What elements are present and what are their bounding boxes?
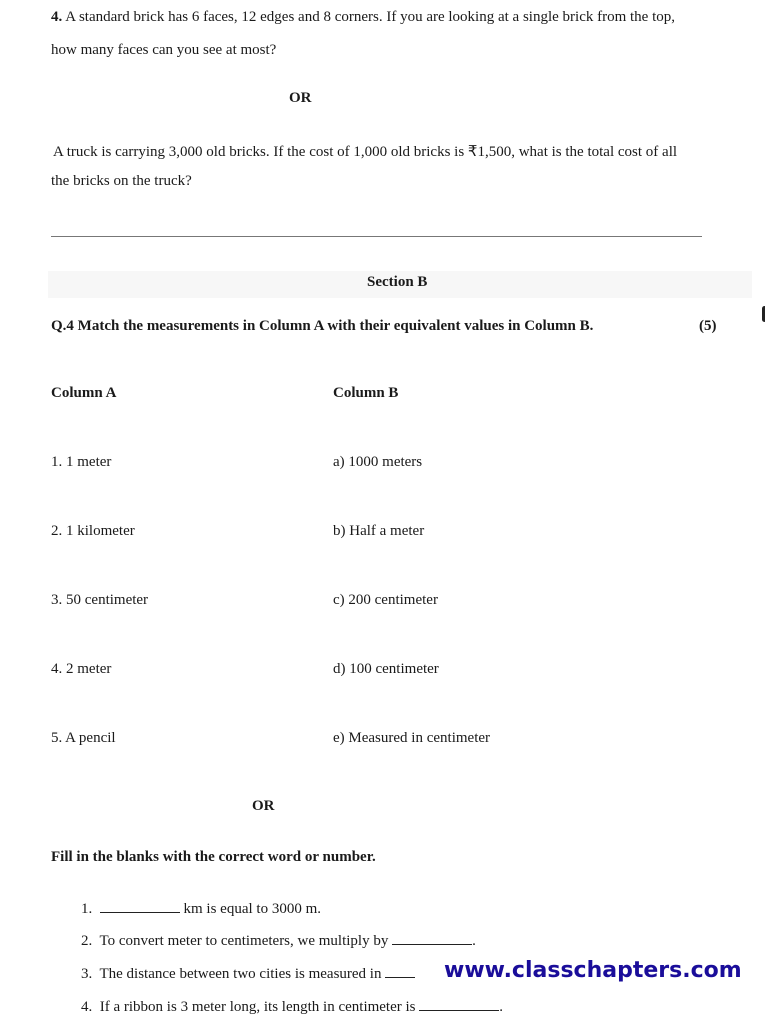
item-text-before: To convert meter to centimeters, we multiply by bbox=[99, 933, 393, 949]
question-number: 4. bbox=[51, 9, 63, 25]
item-number: 2. bbox=[81, 933, 93, 949]
blank-line bbox=[100, 900, 180, 913]
item-number: 4. bbox=[81, 999, 93, 1015]
column-b-header: Column B bbox=[333, 385, 399, 401]
item-text-after: . bbox=[472, 933, 476, 949]
blank-line bbox=[392, 932, 472, 945]
column-a-item: 3. 50 centimeter bbox=[51, 592, 149, 608]
section-title: Section B bbox=[367, 274, 428, 290]
item-text-after: km is equal to 3000 m. bbox=[179, 901, 321, 917]
alternate-question-line-2: the bricks on the truck? bbox=[51, 173, 192, 189]
item-number: 1. bbox=[81, 901, 93, 917]
column-b-item: a) 1000 meters bbox=[333, 454, 423, 470]
column-b-item: b) Half a meter bbox=[333, 523, 425, 539]
or-divider: OR bbox=[252, 798, 275, 814]
item-text-after: . bbox=[499, 999, 504, 1015]
column-a-item: 4. 2 meter bbox=[51, 661, 112, 677]
alternate-question-line-1: A truck is carrying 3,000 old bricks. If the cost of 1,000 old bricks is ₹1,500, what is the total cost of all bbox=[53, 144, 678, 160]
column-a-header: Column A bbox=[51, 385, 117, 401]
column-b-item: e) Measured in centimeter bbox=[333, 730, 491, 746]
answer-line bbox=[51, 236, 702, 237]
question-4-line-2: how many faces can you see at most? bbox=[51, 42, 277, 58]
fill-blank-item bbox=[81, 998, 503, 1016]
marks-label: (5) bbox=[699, 318, 717, 334]
item-text-before: The distance between two cities is measured in bbox=[99, 966, 386, 982]
item-text-before: If a ribbon is 3 meter long, its length in centimeter is bbox=[99, 999, 420, 1015]
item-number: 3. bbox=[81, 966, 93, 982]
column-a-item: 1. 1 meter bbox=[51, 454, 112, 470]
or-divider: OR bbox=[289, 90, 312, 106]
blank-line bbox=[419, 998, 499, 1011]
column-a-item: 5. A pencil bbox=[51, 730, 116, 746]
fill-blanks-heading: Fill in the blanks with the correct word or number. bbox=[51, 849, 376, 865]
column-b-item: c) 200 centimeter bbox=[333, 592, 438, 608]
blank-line bbox=[385, 965, 415, 978]
match-question-prompt: Q.4 Match the measurements in Column A with their equivalent values in Column B. bbox=[51, 318, 594, 334]
question-4-line-1 bbox=[51, 9, 675, 26]
watermark-link[interactable]: www.classchapters.com bbox=[444, 958, 742, 983]
column-a-item: 2. 1 kilometer bbox=[51, 523, 135, 539]
column-b-item: d) 100 centimeter bbox=[333, 661, 439, 677]
question-text: A standard brick has 6 faces, 12 edges and 8 corners. If you are looking at a single brick from the top, bbox=[65, 9, 676, 25]
fill-blank-item bbox=[81, 965, 415, 983]
fill-blank-item bbox=[81, 932, 476, 950]
fill-blank-item bbox=[81, 900, 321, 918]
